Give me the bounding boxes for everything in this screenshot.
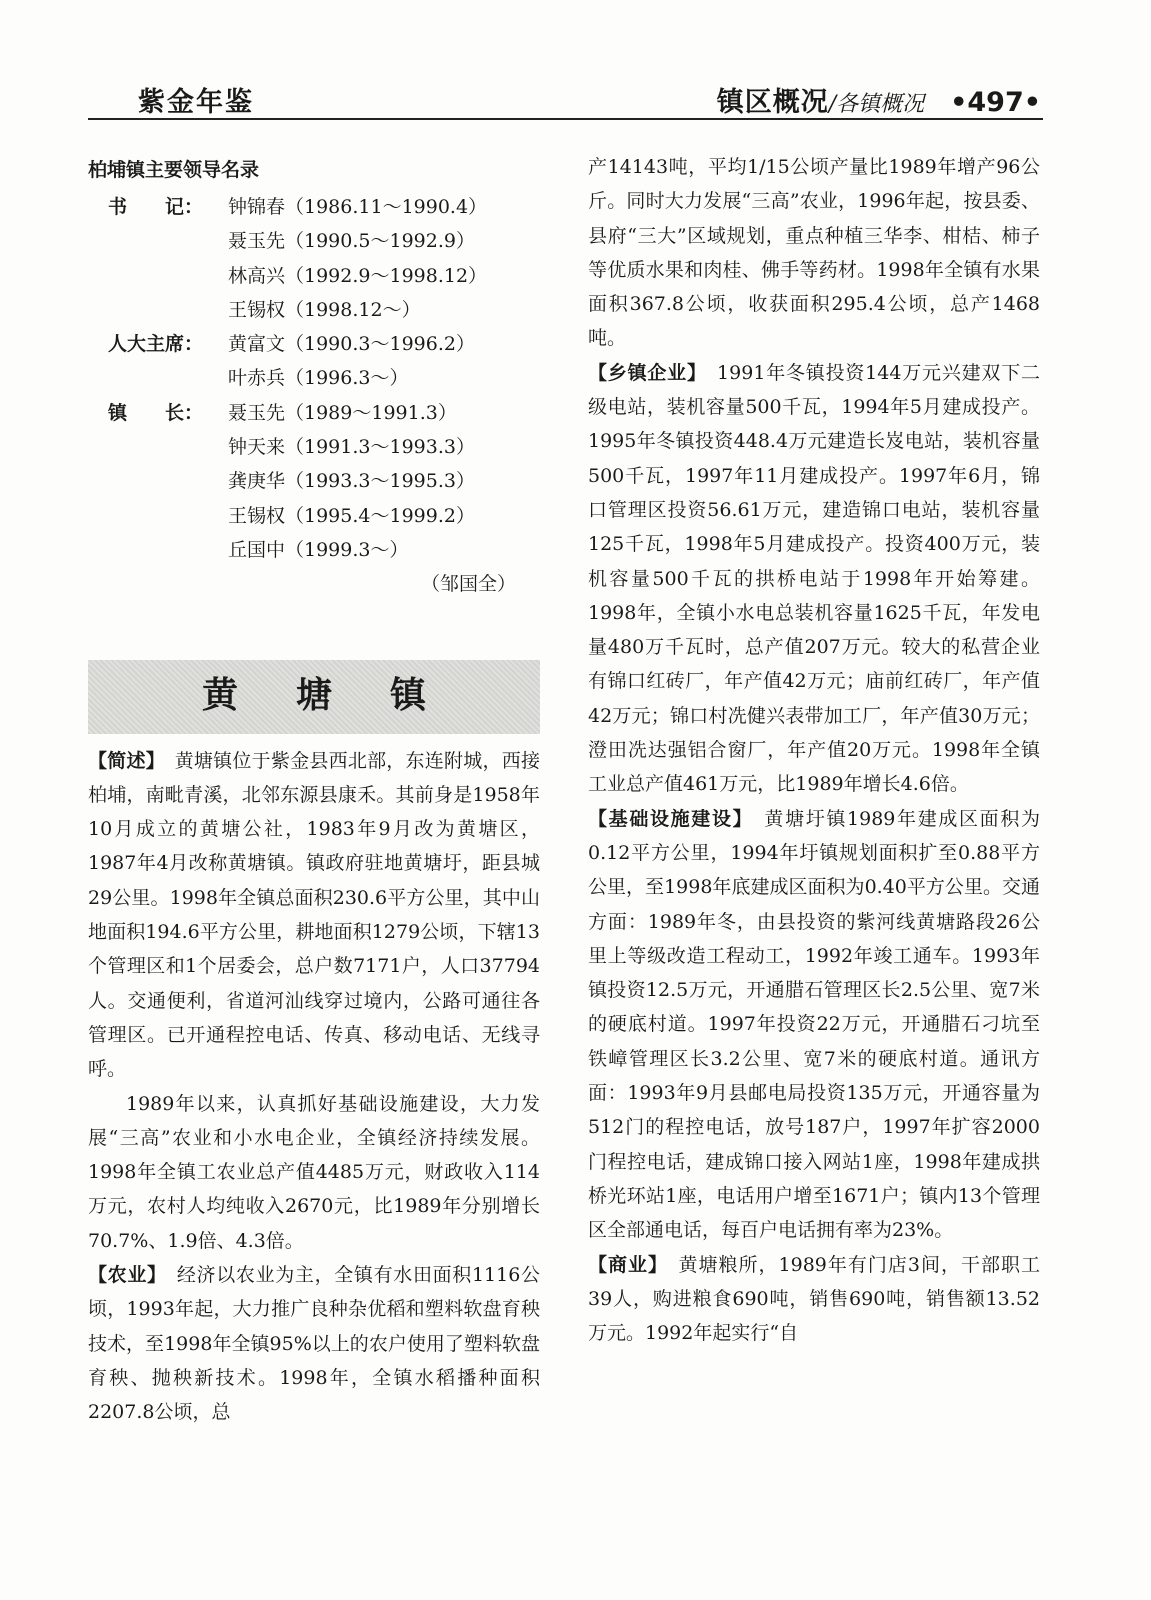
leader-name: 龚庚华（1993.3～1995.3） [228, 470, 475, 493]
leader-row [88, 499, 540, 533]
leader-role: 人大主席： [108, 333, 204, 356]
leader-name: 钟锦春（1986.11～1990.4） [228, 196, 488, 218]
enterprise-tag: 【乡镇企业】 [588, 361, 698, 384]
paragraph-development: 1989年以来，认真抓好基础设施建设，大力发展“三高”农业和小水电企业，全镇经济持续发展。1998年全镇工农业总产值4485万元，财政收入114万元，农村人均纯收入2670元，比1989年分别增长70.7%、1.9倍、4.3倍。 [88, 1092, 540, 1252]
paragraph-agriculture-cont: 产14143吨，平均1/15公顷产量比1989年增产96公斤。同时大力发展“三高”农业，1996年起，按县委、县府“三大”区域规划，重点种植三华李、柑桔、柿子等优质水果和肉桂、佛手等药材。1998年全镇有水果面积367.8公顷，收获面积295.4公顷，总产1468吨。 [588, 156, 1040, 350]
leader-name: 王锡权（1995.4～1999.2） [228, 504, 475, 527]
leader-row [88, 259, 540, 293]
commerce-tag: 【商业】 [588, 1253, 659, 1276]
leader-name: 聂玉先（1989～1991.3） [228, 401, 457, 424]
leader-row [88, 464, 540, 498]
leader-rows [88, 190, 540, 567]
left-column [88, 150, 540, 1430]
leader-role: 镇 长： [108, 401, 204, 424]
leader-name: 王锡权（1998.12～） [228, 298, 421, 321]
leader-name: 聂玉先（1990.5～1992.9） [228, 230, 475, 253]
header-section [717, 80, 1041, 119]
leader-name: 丘国中（1999.3～） [228, 538, 409, 561]
leader-row [88, 396, 540, 430]
agriculture-tag: 【农业】 [88, 1264, 158, 1287]
leaders-title: 柏埔镇主要领导名录 [88, 159, 260, 181]
overview-text: 黄塘镇位于紫金县西北部，东连附城，西接柏埔，南毗青溪，北邻东源县康禾。其前身是1958年10月成立的黄塘公社，1983年9月改为黄塘区，1987年4月改称黄塘镇。镇政府驻地黄塘圩，距县城29公里。1998年全镇总面积230.6平方公里，其中山地面积194.6平方公里，耕地面积1279公顷，下辖13个管理区和1个居委会，总户数7171户，人口37794人。交通便利，省道河汕线穿过境内，公路可通往各管理区。已开通程控电话、传真、移动电话、无线寻呼。 [88, 749, 540, 1081]
leader-row [88, 327, 540, 361]
book-title: 紫金年鉴 [138, 87, 254, 118]
infrastructure-tag: 【基础设施建设】 [588, 807, 744, 830]
leader-role [88, 430, 228, 464]
leader-name: 叶赤兵（1996.3～） [228, 367, 409, 390]
commerce-text: 黄塘粮所，1989年有门店3间，干部职工39人，购进粮食690吨，销售690吨，销售额13.52万元。1992年起实行“自 [588, 1253, 1040, 1345]
leader-name: 黄富文（1990.3～1996.2） [228, 333, 475, 356]
paragraph-commerce [588, 1248, 1040, 1351]
section-title: 黄塘镇 [201, 675, 484, 717]
leader-role [88, 293, 228, 327]
leader-role: 书 记： [108, 196, 204, 218]
leader-role [88, 533, 228, 567]
page-number: •497• [950, 87, 1041, 118]
leader-row [88, 430, 540, 464]
overview-tag: 【简述】 [88, 749, 156, 772]
header-rule [88, 118, 1043, 120]
infrastructure-text: 黄塘圩镇1989年建成区面积为0.12平方公里，1994年圩镇规划面积扩至0.88平方公里，至1998年底建成区面积为0.40平方公里。交通方面：1989年冬，由县投资的紫河线黄塘路段26公里上等级改造工程动工，1992年竣工通车。1993年镇投资12.5万元，开通腊石管理区长2.5公里、宽7米的硬底村道。1997年投资22万元，开通腊石刁坑至铁嶂管理区长3.2公里、宽7米的硬底村道。通讯方面：1993年9月县邮电局投资135万元，开通容量为512门的程控电话，放号187户，1997年扩容2000门程控电话，建成锦口接入网站1座，1998年建成拱桥光环站1座，电话用户增至1671户；镇内13个管理区全部通电话，每百户电话拥有率为23%。 [588, 807, 1040, 1242]
paragraph-agriculture [88, 1258, 540, 1429]
leader-row [88, 190, 540, 224]
leaders-list [88, 150, 540, 602]
leader-role [88, 464, 228, 498]
leader-row [88, 533, 540, 567]
leader-role [88, 499, 228, 533]
leader-role [88, 259, 228, 293]
section-name: 镇区概况 [716, 87, 829, 118]
agriculture-text: 经济以农业为主，全镇有水田面积1116公顷，1993年起，大力推广良种杂优稻和塑料软盘育秧技术，至1998年全镇95%以上的农户使用了塑料软盘育秧、抛秧新技术。1998年，全镇水稻播种面积2207.8公顷，总 [88, 1264, 540, 1424]
paragraph-overview [88, 744, 540, 1087]
paragraph-enterprise [588, 356, 1040, 802]
right-column [588, 150, 1040, 1350]
paragraph-infrastructure [588, 802, 1040, 1248]
leader-row [88, 293, 540, 327]
leader-row [88, 224, 540, 258]
section-banner [88, 660, 540, 734]
leader-name: 钟天来（1991.3～1993.3） [228, 436, 475, 459]
leader-row [88, 361, 540, 395]
author-credit: （邹国全） [420, 573, 516, 596]
leader-role [88, 224, 228, 258]
subsection-name: /各镇概况 [828, 92, 925, 117]
leader-role [88, 361, 228, 395]
enterprise-text: 1991年冬镇投资144万元兴建双下二级电站，装机容量500千瓦，1994年5月建成投产。1995年冬镇投资448.4万元建造长岌电站，装机容量500千瓦，1997年11月建成投产。1997年6月，锦口管理区投资56.61万元，建造锦口电站，装机容量125千瓦，1998年5月建成投产。投资400万元，装机容量500千瓦的拱桥电站于1998年开始筹建。1998年，全镇小水电总装机容量1625千瓦，年发电量480万千瓦时，总产值207万元。较大的私营企业有锦口红砖厂，年产值42万元；庙前红砖厂，年产值42万元；锦口村冼健兴表带加工厂，年产值30万元；澄田冼达强铝合窗厂，年产值20万元。1998年全镇工业总产值461万元，比1989年增长4.6倍。 [588, 361, 1040, 796]
leader-name: 林高兴（1992.9～1998.12） [228, 264, 488, 287]
